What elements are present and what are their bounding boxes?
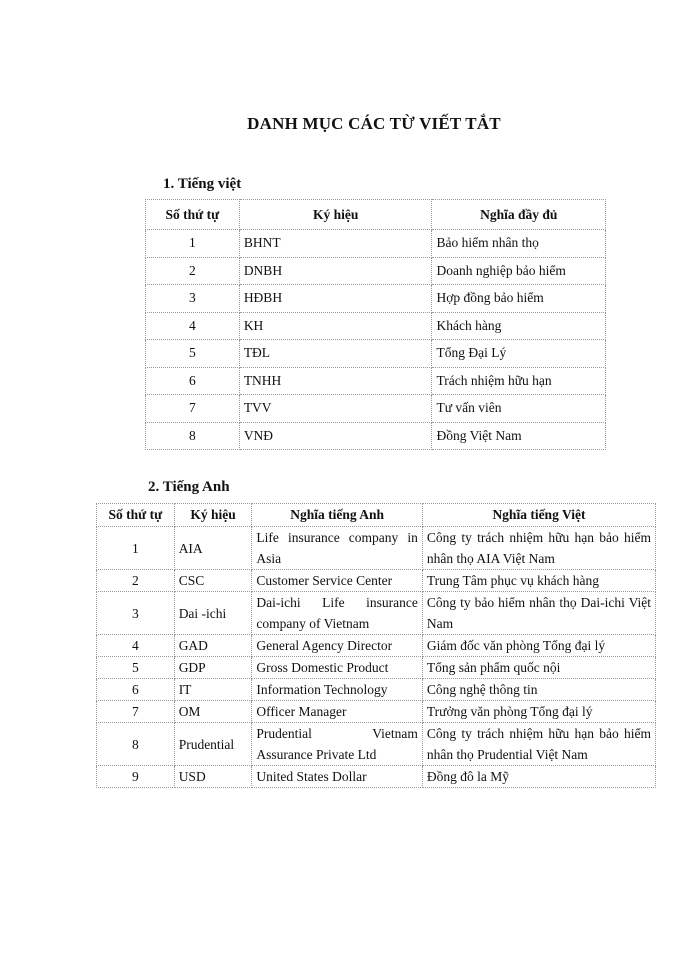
row-symbol: CSC xyxy=(174,570,252,592)
row-number: 8 xyxy=(97,723,175,766)
table-row xyxy=(146,312,606,340)
table-row xyxy=(146,340,606,368)
column-header-english-meaning: Nghĩa tiếng Anh xyxy=(252,504,423,527)
row-number: 3 xyxy=(146,285,240,313)
table-row xyxy=(146,230,606,258)
row-meaning: Trách nhiệm hữu hạn xyxy=(432,367,606,395)
table-row xyxy=(146,257,606,285)
section-heading-english: 2. Tiếng Anh xyxy=(148,479,230,495)
page-title: DANH MỤC CÁC TỪ VIẾT TẮT xyxy=(247,114,501,133)
row-number: 2 xyxy=(146,257,240,285)
row-symbol: IT xyxy=(174,679,252,701)
row-meaning: Đồng Việt Nam xyxy=(432,422,606,450)
table-row xyxy=(97,701,656,723)
column-header-symbol: Ký hiệu xyxy=(239,200,432,230)
table-row xyxy=(97,657,656,679)
row-vietnamese-meaning: Công ty trách nhiệm hữu hạn bảo hiểm nhân thọ AIA Việt Nam xyxy=(422,527,655,570)
row-number: 2 xyxy=(97,570,175,592)
column-header-number: Số thứ tự xyxy=(97,504,175,527)
column-header-number: Số thứ tự xyxy=(146,200,240,230)
row-number: 5 xyxy=(97,657,175,679)
row-english-meaning: Prudential Vietnam Assurance Private Ltd xyxy=(252,723,423,766)
row-vietnamese-meaning: Công ty bảo hiểm nhân thọ Dai-ichi Việt Nam xyxy=(422,592,655,635)
table-row xyxy=(97,592,656,635)
row-meaning: Khách hàng xyxy=(432,312,606,340)
row-vietnamese-meaning: Trưởng văn phòng Tổng đại lý xyxy=(422,701,655,723)
row-symbol: TĐL xyxy=(239,340,432,368)
table-row xyxy=(146,422,606,450)
table-row xyxy=(97,570,656,592)
row-symbol: AIA xyxy=(174,527,252,570)
row-meaning: Tổng Đại Lý xyxy=(432,340,606,368)
row-symbol: Prudential xyxy=(174,723,252,766)
table-header-row xyxy=(97,504,656,527)
row-number: 7 xyxy=(97,701,175,723)
row-number: 1 xyxy=(97,527,175,570)
row-meaning: Doanh nghiệp bảo hiểm xyxy=(432,257,606,285)
row-vietnamese-meaning: Công nghệ thông tin xyxy=(422,679,655,701)
row-meaning: Bảo hiểm nhân thọ xyxy=(432,230,606,258)
table-row xyxy=(146,367,606,395)
row-symbol: Dai -ichi xyxy=(174,592,252,635)
row-meaning: Hợp đồng bảo hiểm xyxy=(432,285,606,313)
row-english-meaning: Dai-ichi Life insurance company of Vietnam xyxy=(252,592,423,635)
row-symbol: GAD xyxy=(174,635,252,657)
abbreviation-table-vietnamese xyxy=(145,199,606,450)
row-vietnamese-meaning: Công ty trách nhiệm hữu hạn bảo hiểm nhân thọ Prudential Việt Nam xyxy=(422,723,655,766)
row-english-meaning: United States Dollar xyxy=(252,766,423,788)
row-vietnamese-meaning: Đồng đô la Mỹ xyxy=(422,766,655,788)
column-header-symbol: Ký hiệu xyxy=(174,504,252,527)
row-number: 8 xyxy=(146,422,240,450)
table-row xyxy=(97,766,656,788)
row-english-meaning: General Agency Director xyxy=(252,635,423,657)
row-symbol: BHNT xyxy=(239,230,432,258)
row-symbol: KH xyxy=(239,312,432,340)
row-number: 6 xyxy=(146,367,240,395)
row-symbol: OM xyxy=(174,701,252,723)
row-english-meaning: Gross Domestic Product xyxy=(252,657,423,679)
section-heading-vietnamese: 1. Tiếng việt xyxy=(163,176,242,192)
row-english-meaning: Life insurance company in Asia xyxy=(252,527,423,570)
row-symbol: USD xyxy=(174,766,252,788)
row-number: 4 xyxy=(97,635,175,657)
abbreviation-table-english xyxy=(96,503,656,788)
row-meaning: Tư vấn viên xyxy=(432,395,606,423)
row-vietnamese-meaning: Giám đốc văn phòng Tổng đại lý xyxy=(422,635,655,657)
row-symbol: VNĐ xyxy=(239,422,432,450)
row-vietnamese-meaning: Tổng sản phẩm quốc nội xyxy=(422,657,655,679)
table-row xyxy=(97,723,656,766)
row-symbol: DNBH xyxy=(239,257,432,285)
column-header-meaning: Nghĩa đầy đủ xyxy=(432,200,606,230)
column-header-vietnamese-meaning: Nghĩa tiếng Việt xyxy=(422,504,655,527)
row-number: 3 xyxy=(97,592,175,635)
row-number: 7 xyxy=(146,395,240,423)
table-row xyxy=(97,679,656,701)
table-row xyxy=(146,285,606,313)
table-row xyxy=(97,635,656,657)
row-number: 4 xyxy=(146,312,240,340)
row-number: 6 xyxy=(97,679,175,701)
table-row xyxy=(97,527,656,570)
row-symbol: TNHH xyxy=(239,367,432,395)
row-symbol: TVV xyxy=(239,395,432,423)
row-number: 5 xyxy=(146,340,240,368)
table-header-row xyxy=(146,200,606,230)
row-number: 9 xyxy=(97,766,175,788)
row-english-meaning: Officer Manager xyxy=(252,701,423,723)
row-symbol: HĐBH xyxy=(239,285,432,313)
row-vietnamese-meaning: Trung Tâm phục vụ khách hàng xyxy=(422,570,655,592)
row-number: 1 xyxy=(146,230,240,258)
row-symbol: GDP xyxy=(174,657,252,679)
row-english-meaning: Information Technology xyxy=(252,679,423,701)
row-english-meaning: Customer Service Center xyxy=(252,570,423,592)
table-row xyxy=(146,395,606,423)
